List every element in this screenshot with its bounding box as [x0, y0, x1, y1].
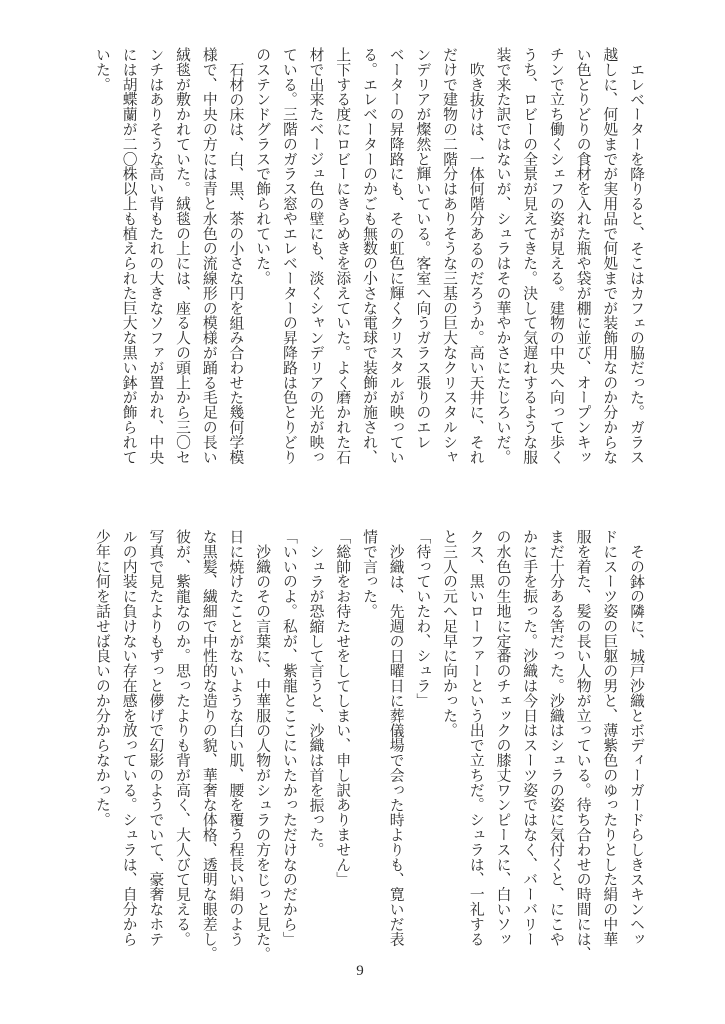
text-block-bottom: [88, 529, 649, 962]
text-line: ルの内装に負けない存在感を放っている。シュラは、自分から: [120, 529, 137, 947]
text-line: 絨毯が敷かれていた。絨毯の上には、座る人の頭上から三〇セ: [174, 47, 191, 465]
text-line: かに手を振った。沙織は今日はスーツ姿ではなく、バーバリー: [521, 529, 538, 947]
text-line: その鉢の隣に、城戸沙織とボディーガードらしきスキンヘッ: [628, 543, 644, 947]
text-line: チンで立ち働くシェフの姿が見える。建物の中央へ向って歩く: [547, 47, 564, 465]
text-line: る。エレベーターのかごも無数の小さな電球で装飾が施され、: [360, 47, 377, 465]
text-line: 彼が、紫龍なのか。思ったよりも背が高く、大人びて見える。: [174, 529, 191, 947]
text-line: だけで建物の二階分はありそうな三基の巨大なクリスタルシャ: [441, 47, 458, 465]
text-line: クス、黒いローファーという出で立ちだ。シュラは、一礼する: [467, 529, 484, 947]
text-line: 日に焼けたことがないような白い肌、腰を覆う程長い絹のよう: [227, 529, 244, 947]
text-line: 写真で見たよりもずっと儚げで幻影のようでいて、豪奢なホテ: [147, 529, 164, 947]
text-line: 装で来た訳ではないが、シュラはその華やかさにたじろいだ。: [494, 47, 511, 465]
text-line: いた。: [93, 47, 110, 92]
text-line: 「待っていたわ、シュラ」: [414, 529, 431, 708]
text-line: 沙織のその言葉に、中華服の人物がシュラの方をじっと見た。: [254, 543, 271, 961]
text-line: ンチはありそうな高い背もたれの大きなソファが置かれ、中央: [147, 47, 164, 465]
text-line: 情で言った。: [360, 529, 377, 619]
text-line: 越しに、何処までが実用品で何処までが装飾用なのか分からな: [601, 47, 618, 465]
text-line: の水色の生地に定番のチェックの膝丈ワンピースに、白いソッ: [494, 529, 511, 947]
text-line: まだ十分ある筈だった。沙織はシュラの姿に気付くと、にこや: [547, 529, 564, 947]
text-line: のステンドグラスで飾られていた。: [254, 47, 271, 286]
text-line: 服を着た、髪の長い人物が立っている。待ち合わせの時間には、: [574, 529, 591, 962]
text-line: 上下する度にロビーにきらめきを添えていた。よく磨かれた石: [334, 47, 351, 465]
text-block-top: [88, 47, 649, 466]
text-line: 材で出来たベージュ色の壁にも、淡くシャンデリアの光が映っ: [307, 47, 324, 465]
text-line: ベーターの昇降路にも、その虹色に輝くクリスタルが映ってい: [387, 47, 404, 465]
text-line: ドにスーツ姿の巨躯の男と、薄紫色のゆったりとした絹の中華: [601, 529, 618, 947]
text-line: 吹き抜けは、一体何階分あるのだろうか。高い天井に、それ: [467, 61, 484, 465]
text-line: 「いいのよ。私が、紫龍とここにいたかっただけなのだから」: [280, 529, 297, 947]
text-line: エレベーターを降りると、そこはカフェの脇だった。ガラス: [628, 61, 644, 465]
text-line: には胡蝶蘭が二〇株以上も植えられた巨大な黒い鉢が飾られて: [120, 47, 137, 465]
page-number: 9: [356, 963, 364, 979]
text-line: シュラが恐縮して言うと、沙織は首を振った。: [307, 543, 324, 857]
text-line: ンデリアが燦然と輝いている。客室へ向うガラス張りのエレ: [414, 47, 431, 450]
text-line: 沙織は、先週の日曜日に葬儀場で会った時よりも、寛いだ表: [387, 543, 404, 947]
text-line: い色とりどりの食材を入れた瓶や袋が棚に並び、オープンキッ: [574, 47, 591, 465]
text-line: 石材の床は、白、黒、茶の小さな円を組み合わせた幾何学模: [227, 61, 244, 465]
text-line: 「総帥をお待たせをしてしまい、申し訳ありません」: [334, 529, 351, 887]
text-line: ている。三階のガラス窓やエレベーターの昇降路は色とりどり: [280, 47, 297, 465]
text-line: 様で、中央の方には青と水色の流線形の模様が踊る毛足の長い: [200, 47, 217, 465]
text-line: うち、ロビーの全景が見えてきた。決して気遅れするような服: [521, 47, 538, 465]
text-line: な黒髪、繊細で中性的な造りの貌、華奢な体格、透明な眼差し。: [200, 529, 217, 962]
text-line: と三人の元へ足早に向かった。: [441, 529, 458, 738]
text-line: 少年に何を話せば良いのか分からなかった。: [93, 529, 110, 827]
